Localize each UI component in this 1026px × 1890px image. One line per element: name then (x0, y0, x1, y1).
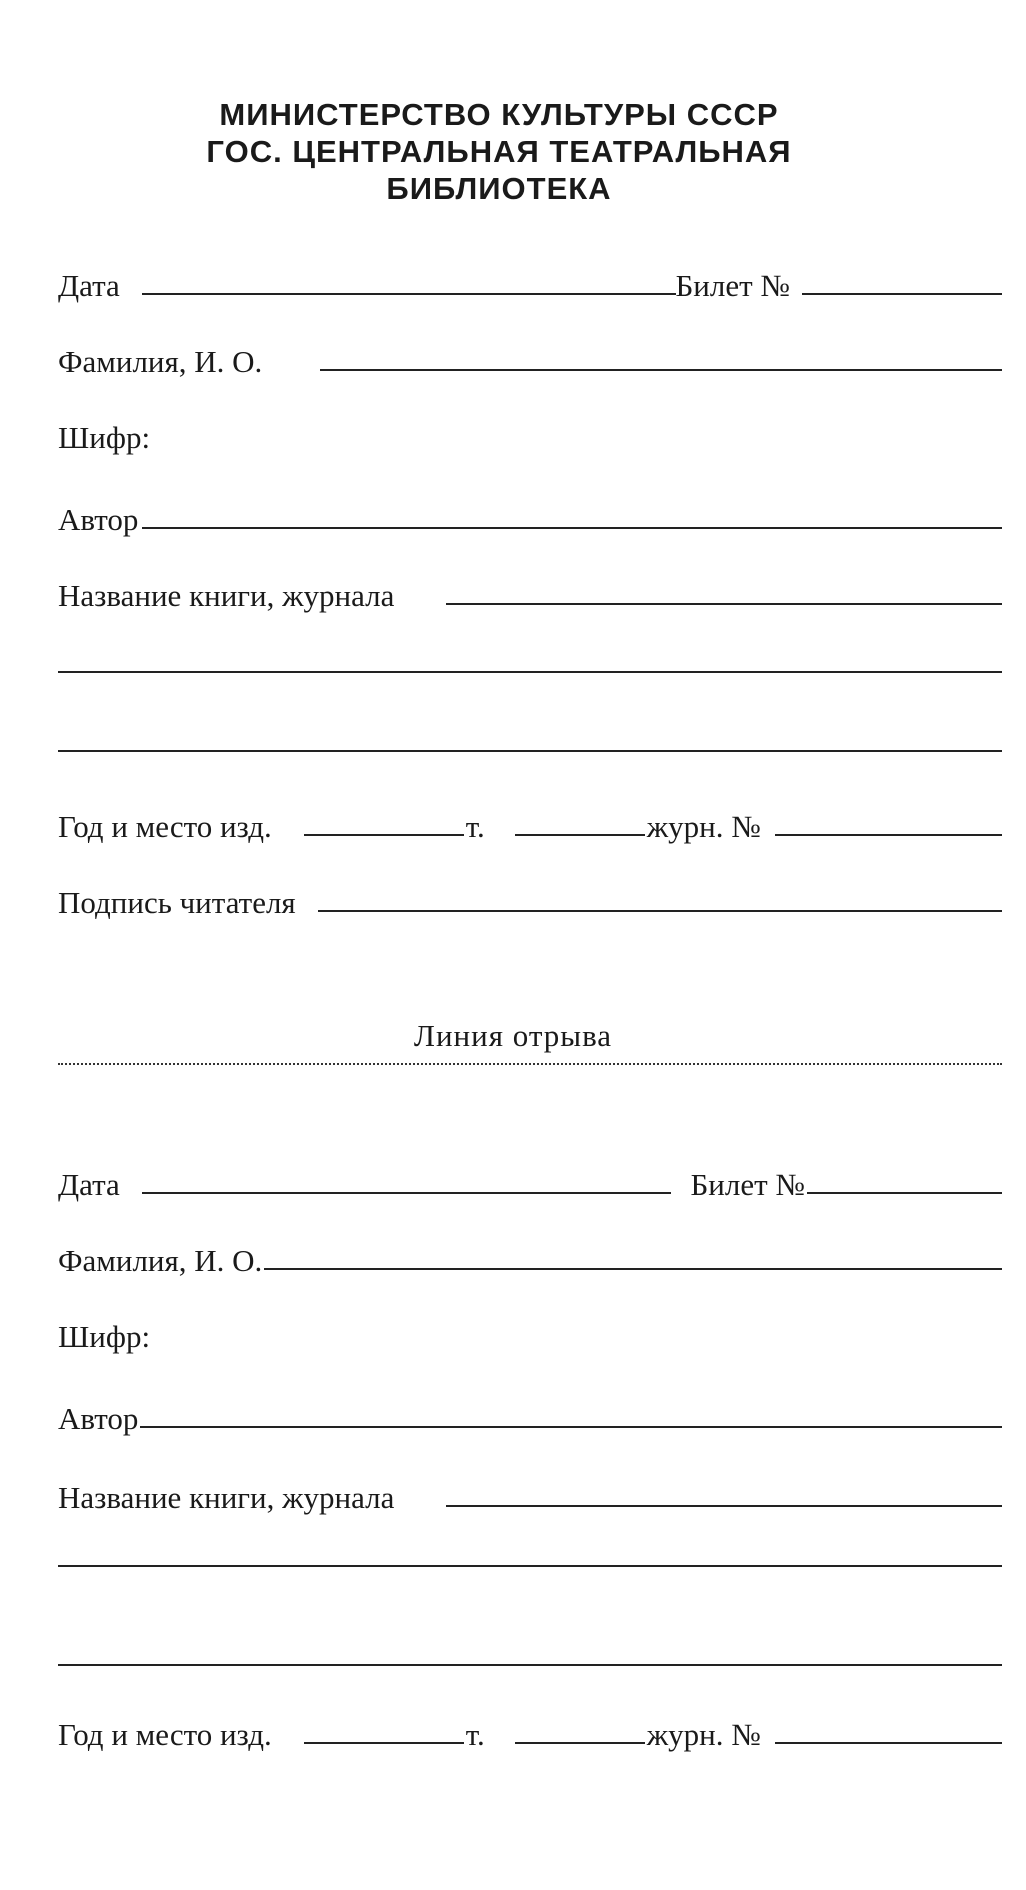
form2-author-row (58, 1399, 1002, 1439)
volume-field[interactable] (515, 1742, 645, 1744)
form-header (0, 96, 1012, 207)
form1-cipher-row (58, 418, 1002, 458)
title-field-line2[interactable] (58, 671, 1002, 673)
journal-label: журн. № (646, 809, 761, 844)
year-place-field[interactable] (304, 1742, 464, 1744)
library-title-line1: ГОС. ЦЕНТРАЛЬНАЯ ТЕАТРАЛЬНАЯ (206, 134, 792, 169)
form1-name-row (58, 342, 1002, 382)
journal-label: журн. № (646, 1717, 761, 1752)
name-label: Фамилия, И. О. (58, 1243, 263, 1278)
title-field-line3[interactable] (58, 1664, 1002, 1666)
volume-field[interactable] (515, 834, 645, 836)
name-field[interactable] (264, 1268, 1002, 1270)
author-label: Автор (58, 1401, 139, 1436)
form1-author-row (58, 500, 1002, 540)
signature-label: Подпись читателя (58, 885, 296, 920)
ticket-field[interactable] (807, 1192, 1002, 1194)
title-field-line3[interactable] (58, 750, 1002, 752)
year-place-label: Год и место изд. (58, 809, 272, 844)
signature-field[interactable] (318, 910, 1002, 912)
year-place-field[interactable] (304, 834, 464, 836)
ticket-label: Билет № (690, 1167, 805, 1202)
form1-title-row (58, 576, 1002, 616)
title-field[interactable] (446, 603, 1002, 605)
cipher-label: Шифр: (58, 1319, 151, 1354)
form1-signature-row (58, 883, 1002, 923)
form2-title-row (58, 1478, 1002, 1518)
date-label: Дата (58, 1167, 120, 1202)
ticket-field[interactable] (802, 293, 1002, 295)
form1-date-row (58, 266, 1002, 306)
author-field[interactable] (140, 1426, 1002, 1428)
author-label: Автор (58, 502, 139, 537)
author-field[interactable] (142, 527, 1002, 529)
name-field[interactable] (320, 369, 1002, 371)
title-label: Название книги, журнала (58, 1480, 395, 1515)
name-label: Фамилия, И. О. (58, 344, 263, 379)
tear-line (58, 1063, 1002, 1065)
journal-field[interactable] (775, 834, 1002, 836)
title-label: Название книги, журнала (58, 578, 395, 613)
date-field[interactable] (142, 1192, 671, 1194)
ticket-label: Билет № (675, 268, 790, 303)
library-title-line2: БИБЛИОТЕКА (386, 171, 612, 206)
form2-date-row (58, 1165, 1002, 1205)
title-field[interactable] (446, 1505, 1002, 1507)
year-place-label: Год и место изд. (58, 1717, 272, 1752)
ministry-title: МИНИСТЕРСТВО КУЛЬТУРЫ СССР (219, 97, 779, 132)
title-field-line2[interactable] (58, 1565, 1002, 1567)
form2-year-row (58, 1715, 1002, 1755)
form1-year-row (58, 807, 1002, 847)
form2-cipher-row (58, 1317, 1002, 1357)
form2-name-row (58, 1241, 1002, 1281)
volume-label: т. (465, 809, 485, 844)
date-field[interactable] (142, 293, 676, 295)
journal-field[interactable] (775, 1742, 1002, 1744)
tear-line-label: Линия отрыва (413, 1018, 613, 1053)
date-label: Дата (58, 268, 120, 303)
volume-label: т. (465, 1717, 485, 1752)
cipher-label: Шифр: (58, 420, 151, 455)
